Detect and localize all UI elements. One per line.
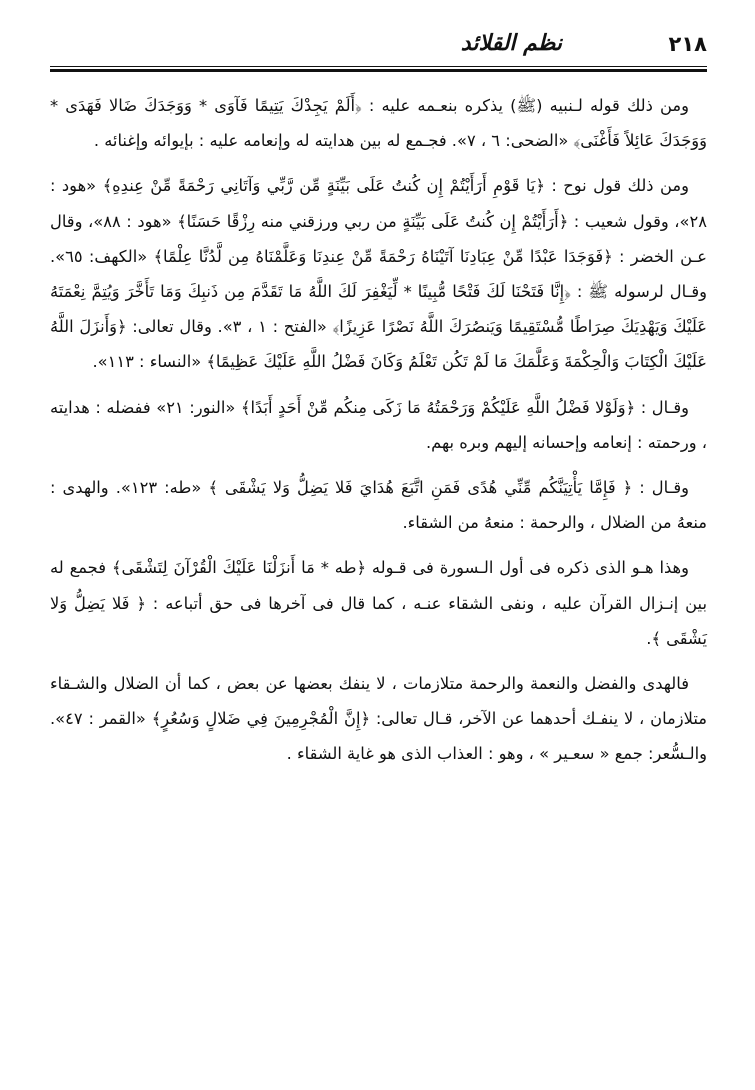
- paragraph-surah-taha: وقـال : ﴿ فَإِمَّا يَأْتِيَنَّكُم مِّنِّي هُدًى فَمَنِ اتَّبَعَ هُدَايَ فَلا يَضِلُّ وَلا يَشْقَى ﴾ «طه: ١٢٣». والهدى : منعهُ من الضلال ، والرحمة : منعهُ من الشقاء.: [50, 478, 707, 533]
- running-title: نظم القلائد: [460, 30, 562, 56]
- paragraph-surah-opening: وهذا هـو الذى ذكره فى أول الـسورة فى قـوله ﴿طه * مَا أَنزَلْنَا عَلَيْكَ الْقُرْآنَ لِتَشْقَى﴾ فجمع له بين إنـزال القرآن عليه ، ونفى الشقاء عنـه ، كما قال فى آخرها فى حق أتباعه : ﴿ فَلا يَضِلُّ وَلا يَشْقَى ﴾.: [50, 558, 707, 648]
- paragraph-conclusion: فالهدى والفضل والنعمة والرحمة متلازمات ، لا ينفك بعضها عن بعض ، كما أن الضلال والشـقاء متلازمان ، لا ينفـك أحدهما عن الآخر، قـال تعالى: ﴿إِنَّ الْمُجْرِمِينَ فِي ضَلالٍ وَسُعُرٍ﴾ «القمر : ٤٧». والـسُّعر: جمع « سعـير » ، وهو : العذاب الذى هو غاية الشقاء .: [50, 674, 707, 764]
- page-number: ٢١٨: [668, 32, 707, 56]
- paragraph-mercy-to-prophet: ومن ذلك قوله لـنبيه (ﷺ) يذكره بنعـمه عليه : ﴿أَلَمْ يَجِدْكَ يَتِيمًا فَآوَى * وَوَجَدَكَ ضَالا فَهَدَى * وَوَجَدَكَ عَائِلاً فَأَغْنَى﴾ «الضحى: ٦ ، ٧». فجـمع له بين هدايته له وإنعامه عليه : بإيوائه وإغنائه .: [50, 96, 707, 151]
- header-rule-thick: [50, 69, 707, 72]
- page-header: [50, 30, 707, 66]
- header-rule-thin: [50, 66, 707, 67]
- page-body: [50, 88, 707, 772]
- paragraph-surah-nur: وقـال : ﴿وَلَوْلا فَضْلُ اللَّهِ عَلَيْكُمْ وَرَحْمَتُهُ مَا زَكَى مِنكُم مِّنْ أَحَدٍ أَبَدًا﴾ «النور: ٢١» ففضله : هدايته ، ورحمته : إنعامه وإحسانه إليهم وبره بهم.: [50, 397, 707, 452]
- paragraph-prophets-examples: ومن ذلك قول نوح : ﴿يَا قَوْمِ أَرَأَيْتُمْ إِن كُنتُ عَلَى بَيِّنَةٍ مِّن رَّبِّي وَآتَانِي رَحْمَةً مِّنْ عِندِهِ﴾ «هود : ٢٨»، وقول شعيب : ﴿أَرَأَيْتُمْ إِن كُنتُ عَلَى بَيِّنَةٍ من ربي ورزقني منه رِزْقًا حَسَنًا﴾ «هود : ٨٨»، وقال عـن الخضر : ﴿فَوَجَدَا عَبْدًا مِّنْ عِبَادِنَا آتَيْنَاهُ رَحْمَةً مِّنْ عِندِنَا وَعَلَّمْنَاهُ مِن لَّدُنَّا عِلْمًا﴾ «الكهف: ٦٥». وقـال لرسوله ﷺ : ﴿إِنَّا فَتَحْنَا لَكَ فَتْحًا مُّبِينًا * لِّيَغْفِرَ لَكَ اللَّهُ مَا تَقَدَّمَ مِن ذَنبِكَ وَمَا تَأَخَّرَ وَيُتِمَّ نِعْمَتَهُ عَلَيْكَ وَيَهْدِيَكَ صِرَاطًا مُّسْتَقِيمًا وَيَنصُرَكَ اللَّهُ نَصْرًا عَزِيزًا﴾ «الفتح : ١ ، ٣». وقال تعالى: ﴿وَأَنزَلَ اللَّهُ عَلَيْكَ الْكِتَابَ وَالْحِكْمَةَ وَعَلَّمَكَ مَا لَمْ تَكُن تَعْلَمُ وَكَانَ فَضْلُ اللَّهِ عَلَيْكَ عَظِيمًا﴾ «النساء : ١١٣».: [50, 176, 708, 372]
